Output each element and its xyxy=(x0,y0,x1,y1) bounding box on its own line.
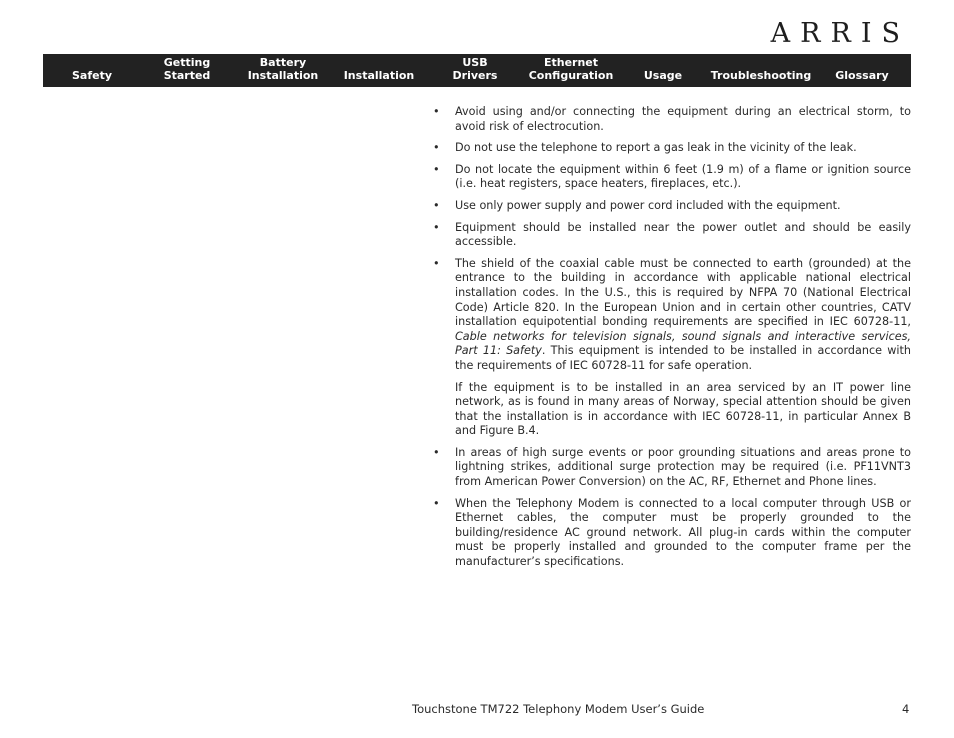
bullet-dot-icon: • xyxy=(433,141,440,155)
text-run: Use only power supply and power cord included with the equipment. xyxy=(455,198,841,212)
bullet-paragraph xyxy=(455,141,911,156)
bullet-paragraph xyxy=(455,163,911,192)
safety-bullet-item xyxy=(433,257,911,439)
arris-logo: ARRIS xyxy=(770,18,910,49)
nav-tab-installation[interactable]: Installation xyxy=(343,69,415,82)
safety-bullet-item xyxy=(433,105,911,134)
text-run: Equipment should be installed near the power outlet and should be easily accessible. xyxy=(455,220,911,249)
bullet-dot-icon: • xyxy=(433,256,440,270)
bullet-dot-icon: • xyxy=(433,445,440,459)
safety-bullet-item xyxy=(433,221,911,250)
bullet-paragraph xyxy=(455,381,911,439)
safety-bullet-item xyxy=(433,199,911,214)
text-run: When the Telephony Modem is connected to a local computer through USB or Ethernet cables, the computer must be properly grounded to the building/residence AC ground network. All plug-in cards within the computer must be properly installed and grounded to the computer frame per the manufacturer’s specifications. xyxy=(455,496,911,569)
bullet-paragraph xyxy=(455,446,911,490)
safety-bullet-item xyxy=(433,446,911,490)
text-run: If the equipment is to be installed in an area serviced by an IT power line network, as is found in many areas of Norway, special attention should be given that the installation is in accordance with IEC 60728-11, in particular Annex B and Figure B.4. xyxy=(455,380,911,438)
bullet-paragraph xyxy=(455,221,911,250)
bullet-dot-icon: • xyxy=(433,198,440,212)
nav-tab-getting-started[interactable]: Getting Started xyxy=(163,56,211,82)
text-run: Avoid using and/or connecting the equipment during an electrical storm, to avoid risk of electrocution. xyxy=(455,105,911,133)
safety-bullet-list xyxy=(433,105,911,570)
bullet-dot-icon: • xyxy=(433,162,440,176)
top-navigation-bar xyxy=(43,54,911,87)
bullet-dot-icon: • xyxy=(433,220,440,234)
safety-bullet-item xyxy=(433,141,911,156)
text-run: Do not use the telephone to report a gas leak in the vicinity of the leak. xyxy=(455,141,857,155)
bullet-paragraph xyxy=(455,497,911,570)
text-run: . This equipment is intended to be installed in accordance with the requirements of IEC 60728-11 for safe operation. xyxy=(455,344,911,372)
nav-tab-glossary[interactable]: Glossary xyxy=(835,69,889,82)
text-run: Do not locate the equipment within 6 feet (1.9 m) of a flame or ignition source (i.e. heat registers, space heaters, fireplaces, etc.). xyxy=(455,162,911,191)
safety-content xyxy=(433,105,911,577)
document-title: Touchstone TM722 Telephony Modem User’s Guide xyxy=(412,702,705,716)
nav-tab-safety[interactable]: Safety xyxy=(71,69,113,82)
bullet-paragraph xyxy=(455,105,911,134)
nav-tab-usage[interactable]: Usage xyxy=(643,69,683,82)
nav-tab-usb-drivers[interactable]: USB Drivers xyxy=(452,56,498,82)
nav-tab-troubleshooting[interactable]: Troubleshooting xyxy=(710,69,812,82)
nav-tab-ethernet-configuration[interactable]: Ethernet Configuration xyxy=(528,56,614,82)
safety-bullet-item xyxy=(433,163,911,192)
text-run: The shield of the coaxial cable must be connected to earth (grounded) at the entrance to the building in accordance with applicable national electrical installation codes. In the U.S., this is required by NFPA 70 (National Electrical Code) Article 820. In the European Union and in certain other countries, CATV installation equipotential bonding requirements are specified in IEC 60728-11, xyxy=(455,256,911,329)
bullet-paragraph xyxy=(455,199,911,214)
bullet-dot-icon: • xyxy=(433,496,440,510)
bullet-dot-icon: • xyxy=(433,105,440,118)
safety-bullet-item xyxy=(433,497,911,570)
page-number: 4 xyxy=(902,702,910,716)
text-run: In areas of high surge events or poor grounding situations and areas prone to lightning strikes, additional surge protection may be required (i.e. PF11VNT3 from American Power Conversion) on the AC, RF, Ethernet and Phone lines. xyxy=(455,445,911,489)
bullet-paragraph xyxy=(455,257,911,374)
nav-tab-battery-installation[interactable]: Battery Installation xyxy=(247,56,319,82)
standard-title-italic: Cable networks for television signals, sound signals and interactive services, Part 11: Safety xyxy=(455,329,911,358)
